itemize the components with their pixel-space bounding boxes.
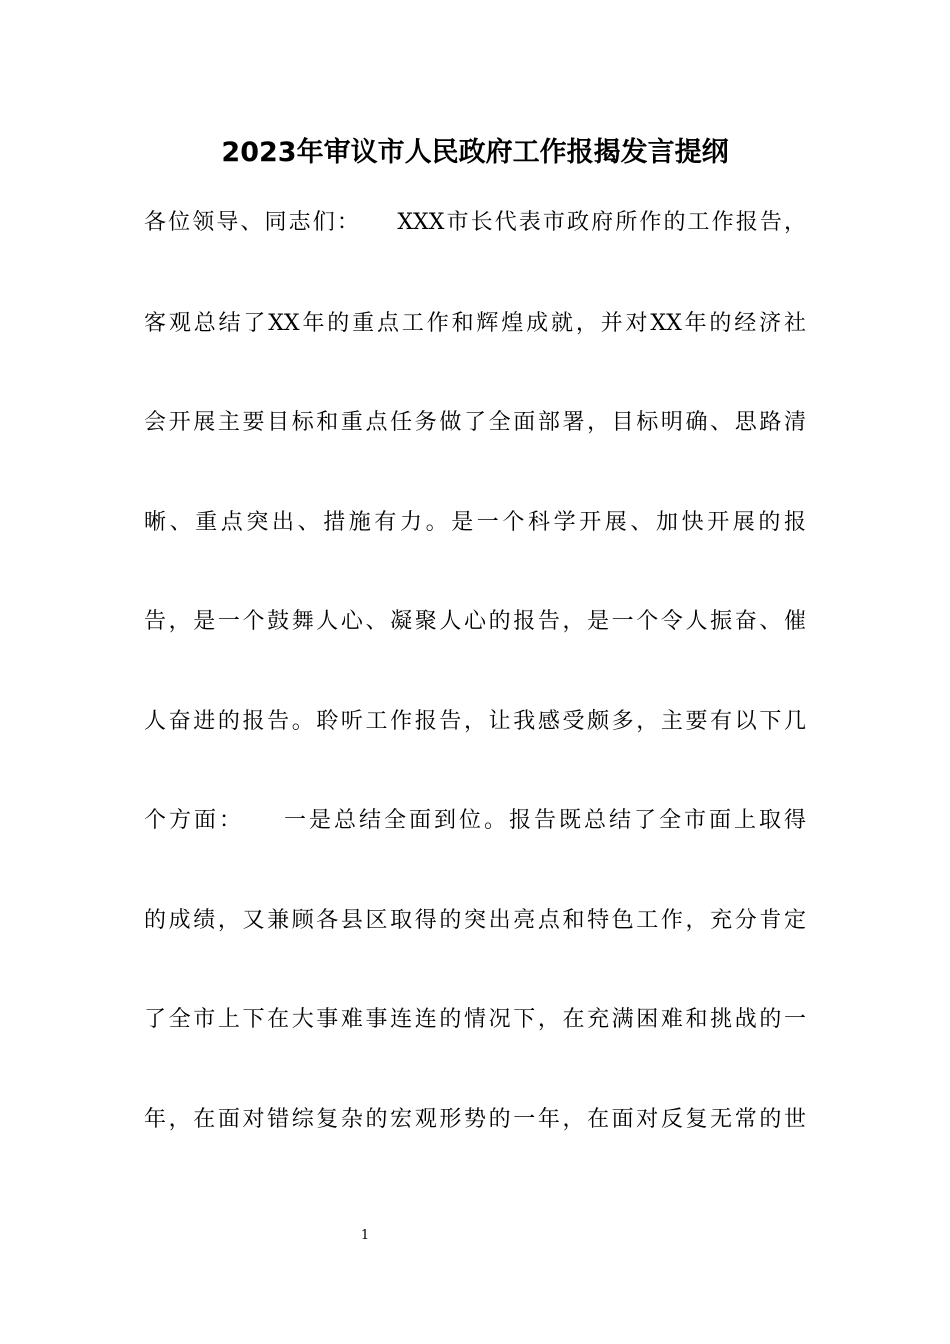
body-line-7: 个方面： 一是总结全面到位。报告既总结了全市面上取得	[144, 808, 806, 833]
body-line-10: 年，在面对错综复杂的宏观形势的一年，在面对反复无常的世	[144, 1107, 806, 1132]
body-line-3: 会开展主要目标和重点任务做了全面部署，目标明确、思路清	[144, 410, 806, 435]
page-number: 1	[360, 1228, 370, 1243]
body-line-5: 告，是一个鼓舞人心、凝聚人心的报告，是一个令人振奋、催	[144, 609, 806, 634]
body-line-6: 人奋进的报告。聆听工作报告，让我感受颇多，主要有以下几	[144, 709, 806, 734]
body-line-1: 各位领导、同志们： XXX市长代表市政府所作的工作报告，	[144, 210, 806, 235]
body-line-4: 晰、重点突出、措施有力。是一个科学开展、加快开展的报	[144, 510, 806, 535]
body-line-2: 客观总结了XX年的重点工作和辉煌成就，并对XX年的经济社	[144, 311, 806, 336]
body-line-9: 了全市上下在大事难事连连的情况下，在充满困难和挑战的一	[144, 1007, 806, 1032]
body-line-8: 的成绩，又兼顾各县区取得的突出亮点和特色工作，充分肯定	[144, 908, 806, 933]
document-title: 2023年审议市人民政府工作报揭发言提纲	[221, 137, 729, 168]
